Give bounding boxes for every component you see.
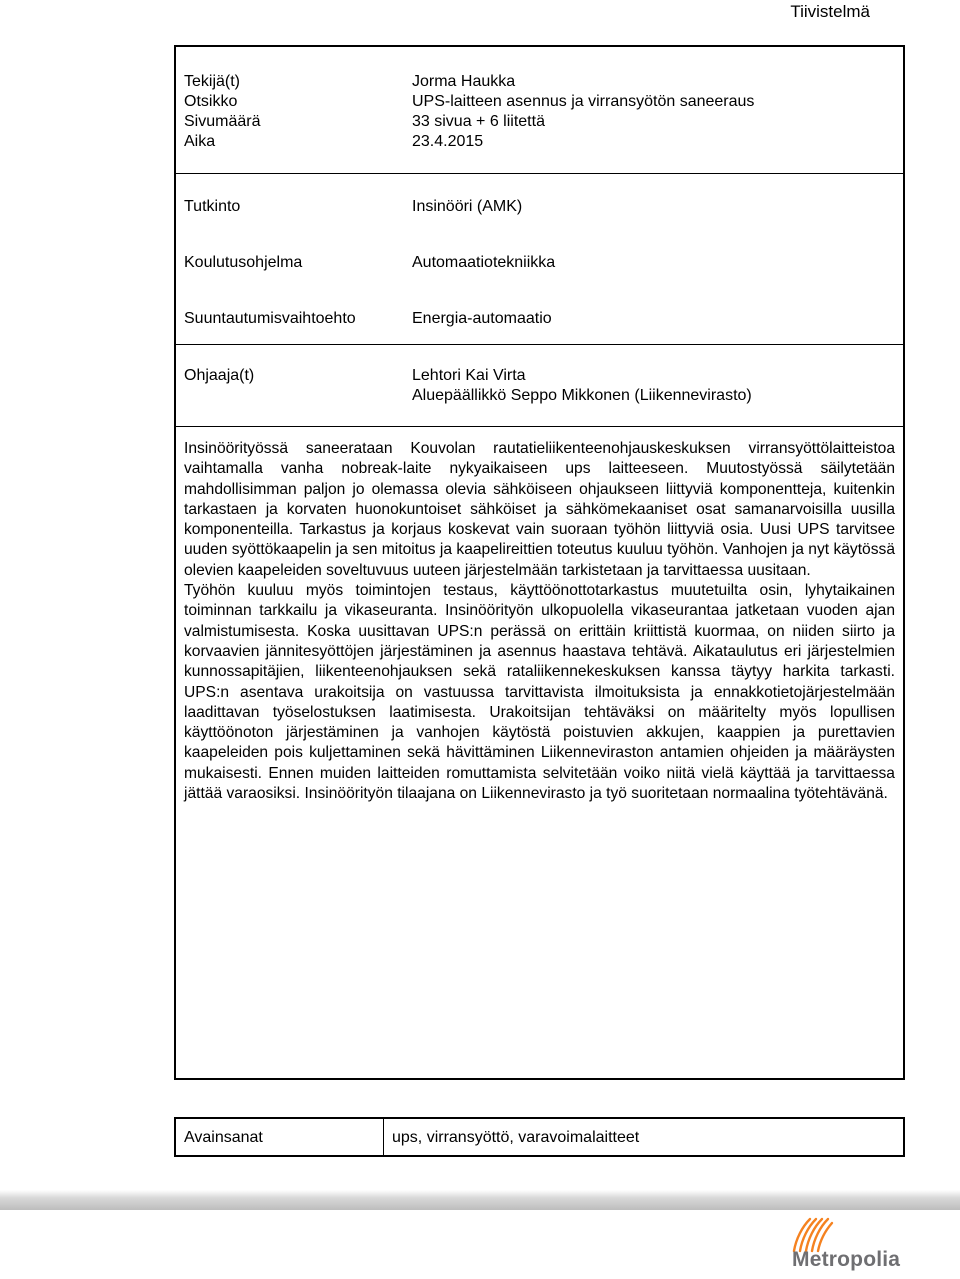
keywords-divider: [383, 1119, 384, 1155]
metropolia-logo: [780, 1215, 920, 1277]
degree-label: Tutkinto: [184, 198, 241, 215]
abstract-text: [184, 439, 895, 804]
pages-label: Sivumäärä: [184, 113, 261, 130]
keywords-value: ups, virransyöttö, varavoimalaitteet: [392, 1129, 640, 1146]
specialisation-value: Energia-automaatio: [412, 310, 552, 327]
date-label: Aika: [184, 133, 216, 150]
abstract-paragraph-1: Insinöörityössä saneerataan Kouvolan rautatieliikenteenohjauskeskuksen virransyöttölaitteistoa vaihtamalla vanha nobreak-laite nykyaikaiseen ups laitteeseen. Muutostyössä säilytetään mahdollisimman paljon jo olemassa olevia sähköiseen ohjaukseen liittyviä komponentteja, kuitenkin tarkastaen ja korvaten huonokuntoiset sähköiset ja sähkömekaaniset osat samanarvoisilla uusilla komponenteilla. Tarkastus ja korjaus koskevat vain suoraan työhön liittyviä osia. Uusi UPS tarvitsee uuden syöttökaapelin ja sen mitoitus ja kaapelireittien toteutus kuuluu työhön. Vanhojen ja nyt käytössä olevien kaapeleiden soveltuvuus uuteen järjestelmään tarkistetaan ja tarvittaessa uusitaan.: [184, 440, 895, 579]
author-value: Jorma Haukka: [412, 73, 516, 90]
specialisation-label: Suuntautumisvaihtoehto: [184, 310, 356, 327]
keywords-box: [174, 1117, 905, 1157]
supervisor-1: Lehtori Kai Virta: [412, 367, 526, 384]
degree-value: Insinööri (AMK): [412, 198, 523, 215]
supervisor-label: Ohjaaja(t): [184, 367, 255, 384]
programme-value: Automaatiotekniikka: [412, 254, 556, 271]
keywords-label: Avainsanat: [184, 1129, 263, 1146]
programme-label: Koulutusohjelma: [184, 254, 303, 271]
basic-info-section: [176, 47, 903, 174]
footer-band: [0, 1190, 960, 1210]
supervisor-section: [176, 344, 903, 427]
author-label: Tekijä(t): [184, 73, 241, 90]
metropolia-wordmark: Metropolia: [792, 1248, 901, 1271]
title-value: UPS-laitteen asennus ja virransyötön saneeraus: [412, 93, 755, 110]
pages-value: 33 sivua + 6 liitettä: [412, 113, 545, 130]
abstract-paragraph-2: Työhön kuuluu myös toimintojen testaus, käyttöönottotarkastus muutetuilta osin, lyhytaikainen toiminnan tarkkailu ja vikaseuranta. Insinöörityön ulkopuolella vikaseurantaa jatketaan vuoden ajan valmistumisesta. Koska uusittavan UPS:n perässä on erittäin kriittistä kuormaa, on niiden siirto ja korvaavien jännitesyöttöjen järjestäminen ja asennus haastava tehtävä. Aikataulutus eri järjestelmien kunnossapitäjien, liikenteenohjauksen sekä rataliikennekeskuksen kanssa täytyy harkita tarkasti. UPS:n asentava urakoitsija on vastuussa tarvittavista ilmoituksista ja ennakkotietojärjestelmään laadittavan työselostuksen laatimisesta. Urakoitsijan tehtäväksi on määritelty myös lopullisen käyttöönoton järjestäminen ja vanhojen käytöstä poistuvien akkujen, kaappien ja purettavien kaapeleiden pois kuljettaminen sekä hävittäminen Liikenneviraston antamien ohjeiden ja määräysten mukaisesti. Ennen muiden laitteiden romuttamista selvitetään voiko niitä vielä käyttää ja tarvittaessa jättää varaosiksi. Insinöörityön tilaajana on Liikennevirasto ja työ suoritetaan normaalina työtehtävänä.: [184, 582, 895, 803]
supervisor-2: Aluepäällikkö Seppo Mikkonen (Liikennevirasto): [412, 387, 752, 404]
abstract-form: [174, 45, 905, 1080]
study-info-section: [176, 173, 903, 345]
document-type-label: Tiivistelmä: [790, 2, 870, 21]
date-value: 23.4.2015: [412, 133, 484, 150]
title-label: Otsikko: [184, 93, 238, 110]
